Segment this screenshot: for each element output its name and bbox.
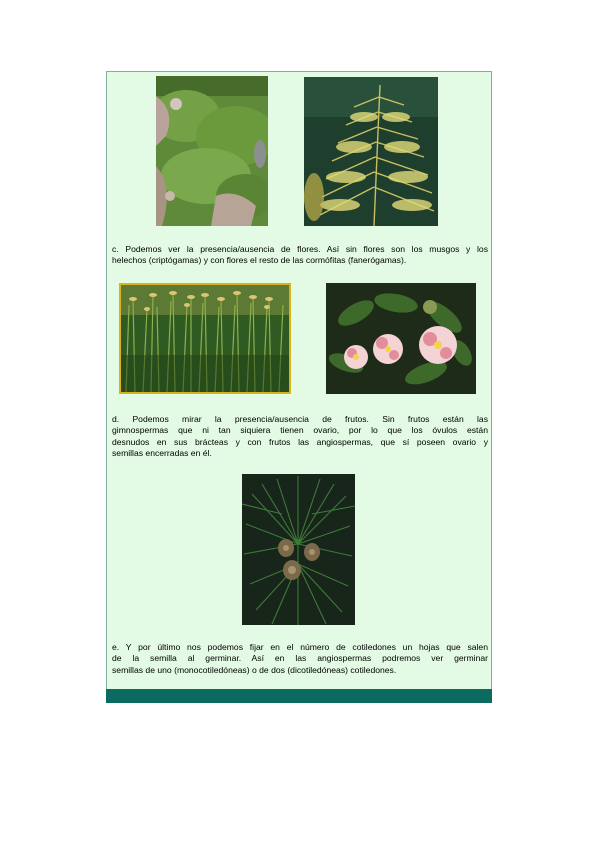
camellia-photo (326, 283, 476, 394)
paragraph-line: semillas de uno (monocotiledóneas) o de dos (dicotiledóneas) cotiledones. (112, 664, 397, 675)
paragraph-line: semillas encerradas en él. (112, 448, 212, 459)
paragraph-e (112, 642, 488, 676)
paragraph-line: c. Podemos ver la presencia/ausencia de flores. Así sin flores son los musgos y los (112, 244, 488, 254)
fern-photo (304, 77, 438, 226)
paragraph-line: d. Podemos mirar la presencia/ausencia de frutos. Sin frutos están las (112, 414, 488, 424)
paragraph-line: de la semilla al germinar. Así en las angiospermas podremos ver germinar (112, 653, 488, 664)
paragraph-line: gimnospermas que ni tan siquiera tienen ovario, por lo que los óvulos están (112, 425, 488, 436)
moss-photo (156, 76, 268, 226)
paragraph-line: e. Y por último nos podemos fijar en el número de cotiledones un hojas que salen (112, 642, 488, 652)
paragraph-line: desnudos en sus brácteas y con frutos las angiospermas, que sí poseen ovario y (112, 436, 488, 447)
grass-photo (119, 283, 291, 394)
pine-photo (242, 474, 355, 625)
paragraph-c (112, 244, 488, 267)
footer-bar (106, 689, 492, 703)
paragraph-d (112, 414, 488, 460)
paragraph-line: helechos (criptógamas) y con flores el resto de las cormófitas (fanerógamas). (112, 255, 407, 266)
